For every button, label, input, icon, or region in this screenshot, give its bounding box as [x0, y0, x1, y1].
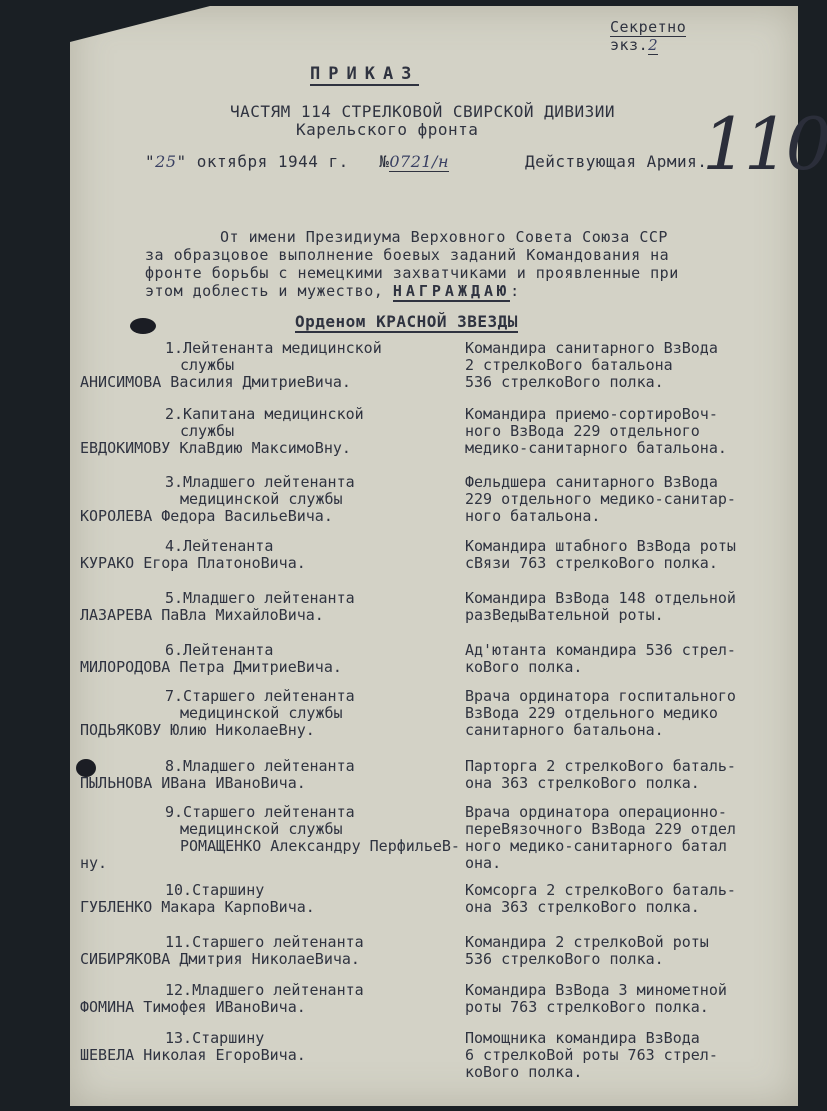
recipient-line: 12.Младшего лейтенанта: [165, 981, 364, 999]
handwritten-number: 110: [702, 102, 827, 186]
recipient-line: 1.Лейтенанта медицинской: [165, 339, 382, 357]
recipient-line: службы: [180, 422, 235, 440]
subtitle-front: Карельского фронта: [296, 120, 479, 139]
recipient-line: ГУБЛЕНКО Макара КарпоВича.: [80, 898, 315, 916]
position-line: Парторга 2 стрелкоВого баталь-: [465, 757, 736, 775]
recipient-name: [80, 590, 460, 624]
recipient-line: ШЕВЕЛА Николая ЕгороВича.: [80, 1046, 306, 1064]
recipient-position: [465, 340, 795, 391]
position-line: Комсорга 2 стрелкоВого баталь-: [465, 881, 736, 899]
recipient-name: [80, 1030, 460, 1064]
order-dateline: [145, 152, 449, 171]
position-line: Помощника командира ВзВода: [465, 1029, 700, 1047]
recipient-line: АНИСИМОВА Василия ДмитриеВича.: [80, 373, 351, 391]
position-line: Командира ВзВода 148 отдельной: [465, 589, 736, 607]
position-line: она 363 стрелкоВого полка.: [465, 898, 700, 916]
award-word: НАГРАЖДАЮ: [392, 282, 511, 300]
copy-label: экз.: [610, 36, 649, 54]
order-month-year: октября 1944 г.: [196, 152, 349, 171]
recipient-line: ПОДЬЯКОВУ Юлию НиколаеВну.: [80, 721, 315, 739]
position-line: коВого полка.: [465, 658, 583, 676]
recipient-line: медицинской службы: [180, 490, 343, 508]
quote-close: ": [176, 152, 187, 171]
recipient-line: медицинской службы: [180, 704, 343, 722]
recipient-line: МИЛОРОДОВА Петра ДмитриеВича.: [80, 658, 342, 676]
position-line: 229 отдельного медико-санитар-: [465, 490, 736, 508]
position-line: Врача ординатора госпитального: [465, 687, 736, 705]
position-line: ного батальона.: [465, 507, 601, 525]
recipient-position: [465, 982, 795, 1016]
award-colon: :: [510, 282, 520, 300]
recipient-name: [80, 474, 460, 525]
order-day: 25: [155, 152, 177, 171]
recipient-line: 3.Младшего лейтенанта: [165, 473, 355, 491]
recipient-name: [80, 538, 460, 572]
position-line: ного медико-санитарного батал: [465, 837, 727, 855]
recipient-line: 4.Лейтенанта: [165, 537, 274, 555]
recipient-position: [465, 590, 795, 624]
subtitle-division: ЧАСТЯМ 114 СТРЕЛКОВОЙ СВИРСКОЙ ДИВИЗИИ: [230, 102, 616, 121]
position-line: 536 стрелкоВого полка.: [465, 373, 664, 391]
recipient-name: [80, 340, 460, 391]
position-line: 536 стрелкоВого полка.: [465, 950, 664, 968]
recipient-name: [80, 882, 460, 916]
recipient-position: [465, 1030, 795, 1081]
position-line: 2 стрелкоВого батальона: [465, 356, 673, 374]
recipient-position: [465, 882, 795, 916]
recipient-line: 10.Старшину: [165, 881, 265, 899]
recipient-position: [465, 642, 795, 676]
copy-number: 2: [648, 36, 659, 54]
recipient-line: медицинской службы: [180, 820, 343, 838]
recipient-position: [465, 406, 795, 457]
recipient-position: [465, 538, 795, 572]
position-line: Командира санитарного ВзВода: [465, 339, 718, 357]
position-line: роты 763 стрелкоВого полка.: [465, 998, 709, 1016]
recipient-line: 8.Младшего лейтенанта: [165, 757, 355, 775]
position-line: она.: [465, 854, 502, 872]
recipient-name: [80, 642, 460, 676]
recipient-position: [465, 758, 795, 792]
position-line: Командира штабного ВзВода роты: [465, 537, 736, 555]
position-line: 6 стрелкоВой роты 763 стрел-: [465, 1046, 718, 1064]
position-line: медико-санитарного батальона.: [465, 439, 727, 457]
recipient-name: [80, 758, 460, 792]
preamble-line: этом доблесть и мужество,: [145, 282, 384, 300]
position-line: Командира приемо-сортироВоч-: [465, 405, 718, 423]
position-line: переВязочного ВзВода 229 отдел: [465, 820, 736, 838]
recipient-line: 13.Старшину: [165, 1029, 265, 1047]
position-line: разВедыВательной роты.: [465, 606, 664, 624]
recipient-line: ПЫЛЬНОВА ИВана ИВаноВича.: [80, 774, 306, 792]
recipient-line: 11.Старшего лейтенанта: [165, 933, 364, 951]
recipient-line: КОРОЛЕВА Федора ВасильеВича.: [80, 507, 333, 525]
position-line: сВязи 763 стрелкоВого полка.: [465, 554, 718, 572]
preamble-line: за образцовое выполнение боевых заданий Командования на: [145, 246, 670, 264]
position-line: Врача ординатора операционно-: [465, 803, 727, 821]
recipient-line: 6.Лейтенанта: [165, 641, 274, 659]
ink-blot: [130, 318, 156, 334]
recipient-line: ЕВДОКИМОВУ КлаВдию МаксимоВну.: [80, 439, 351, 457]
document-page: [70, 6, 827, 1106]
position-line: ного ВзВода 229 отдельного: [465, 422, 700, 440]
order-number-label: №: [379, 152, 390, 171]
recipient-line: ФОМИНА Тимофея ИВаноВича.: [80, 998, 306, 1016]
position-line: она 363 стрелкоВого полка.: [465, 774, 700, 792]
secrecy-stamp: [610, 18, 686, 54]
preamble-line: фронте борьбы с немецкими захватчиками и проявленные при: [145, 264, 679, 282]
recipient-name: [80, 804, 460, 872]
secret-label: Секретно: [610, 18, 687, 36]
recipient-line: службы: [180, 356, 235, 374]
recipient-position: [465, 688, 795, 739]
position-line: Командира 2 стрелкоВой роты: [465, 933, 709, 951]
recipient-line: 2.Капитана медицинской: [165, 405, 364, 423]
recipient-line: КУРАКО Егора ПлатоноВича.: [80, 554, 306, 572]
recipient-line: ЛАЗАРЕВА ПаВла МихайлоВича.: [80, 606, 324, 624]
order-number: 0721/н: [389, 152, 449, 171]
quote-open: ": [145, 152, 156, 171]
recipient-name: [80, 406, 460, 457]
torn-corner: [70, 6, 210, 42]
position-line: Командира ВзВода 3 минометной: [465, 981, 727, 999]
recipient-line: 7.Старшего лейтенанта: [165, 687, 355, 705]
position-line: Фельдшера санитарного ВзВода: [465, 473, 718, 491]
document-title: ПРИКАЗ: [310, 64, 420, 84]
recipient-position: [465, 934, 795, 968]
order-place: Действующая Армия.: [525, 152, 708, 171]
recipient-line: 9.Старшего лейтенанта: [165, 803, 355, 821]
preamble: [145, 228, 765, 300]
recipient-line: ну.: [80, 854, 108, 872]
recipient-line: РОМАЩЕНКО Александру ПерфильеВ-: [180, 837, 460, 855]
position-line: Ад'ютанта командира 536 стрел-: [465, 641, 736, 659]
recipient-name: [80, 934, 460, 968]
recipient-position: [465, 474, 795, 525]
preamble-line: От имени Президиума Верховного Совета Союза ССР: [220, 228, 668, 246]
recipient-line: СИБИРЯКОВА Дмитрия НиколаеВича.: [80, 950, 360, 968]
recipient-name: [80, 688, 460, 739]
order-of-red-star: Орденом КРАСНОЙ ЗВЕЗДЫ: [295, 312, 518, 331]
recipient-position: [465, 804, 795, 872]
position-line: коВого полка.: [465, 1063, 583, 1081]
position-line: санитарного батальона.: [465, 721, 664, 739]
recipient-line: 5.Младшего лейтенанта: [165, 589, 355, 607]
recipient-name: [80, 982, 460, 1016]
position-line: ВзВода 229 отдельного медико: [465, 704, 718, 722]
